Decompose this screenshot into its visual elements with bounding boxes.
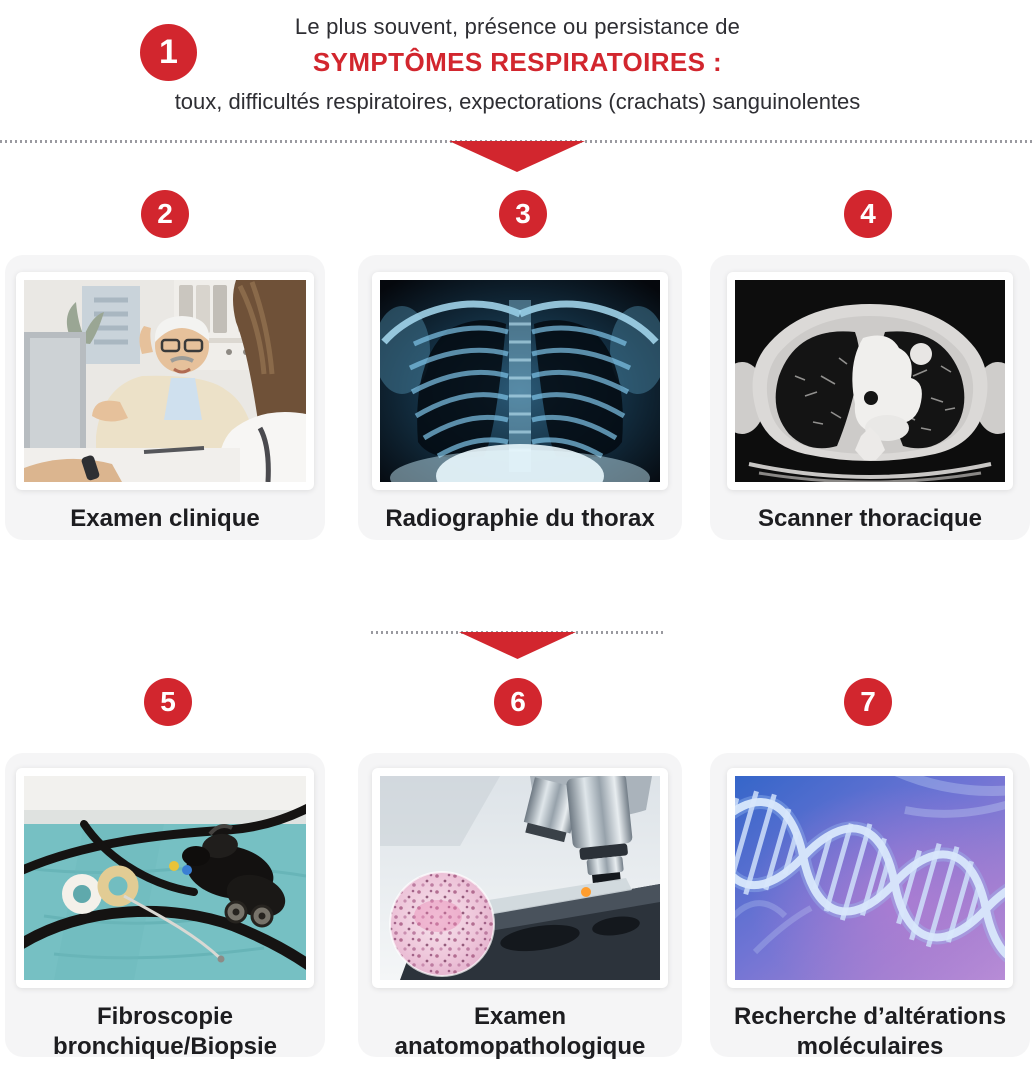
dna-helix-photo [735,776,1005,980]
card-label: Radiographie du thorax [385,505,655,532]
step-badge-5: 5 [144,678,192,726]
arrow-down-icon [449,141,585,172]
step-badge-1: 1 [140,24,197,81]
photo-frame [372,272,668,490]
step-badge-4: 4 [844,190,892,238]
step-badge-3: 3 [499,190,547,238]
photo-frame [16,768,314,988]
photo-frame [372,768,668,988]
bronchoscope-photo [24,776,306,980]
microscope-histology-photo [380,776,660,980]
card-recherche-alterations-moleculaires [710,753,1030,1060]
card-label: Scanner thoracique [757,505,983,532]
header-highlight-text: SYMPTÔMES RESPIRATOIRES : [312,47,723,77]
step-badge-6: 6 [494,678,542,726]
header-intro-text: Le plus souvent, présence ou persistance de [294,14,741,39]
card-examen-anatomopathologique [358,753,682,1060]
header [0,14,1035,115]
photo-frame [727,768,1013,988]
card-scanner-thoracique [710,255,1030,540]
chest-ct-scan-photo [735,280,1005,482]
step-badge-7: 7 [844,678,892,726]
doctor-patient-consultation-photo [24,280,306,482]
chest-xray-photo [380,280,660,482]
card-label: Recherche d’altérations moléculaires [733,1003,1007,1060]
photo-frame [16,272,314,490]
card-fibroscopie-bronchique [5,753,325,1060]
step-badge-2: 2 [141,190,189,238]
card-label: Examen anatomopathologique [394,1003,646,1060]
card-label: Fibroscopie bronchique/Biopsie [52,1003,277,1060]
arrow-down-icon [459,632,576,659]
card-radiographie-thorax [358,255,682,540]
card-examen-clinique [5,255,325,540]
header-symptoms-text: toux, difficultés respiratoires, expectorations (crachats) sanguinolentes [174,89,861,114]
photo-frame [727,272,1013,490]
card-label: Examen clinique [70,505,260,532]
